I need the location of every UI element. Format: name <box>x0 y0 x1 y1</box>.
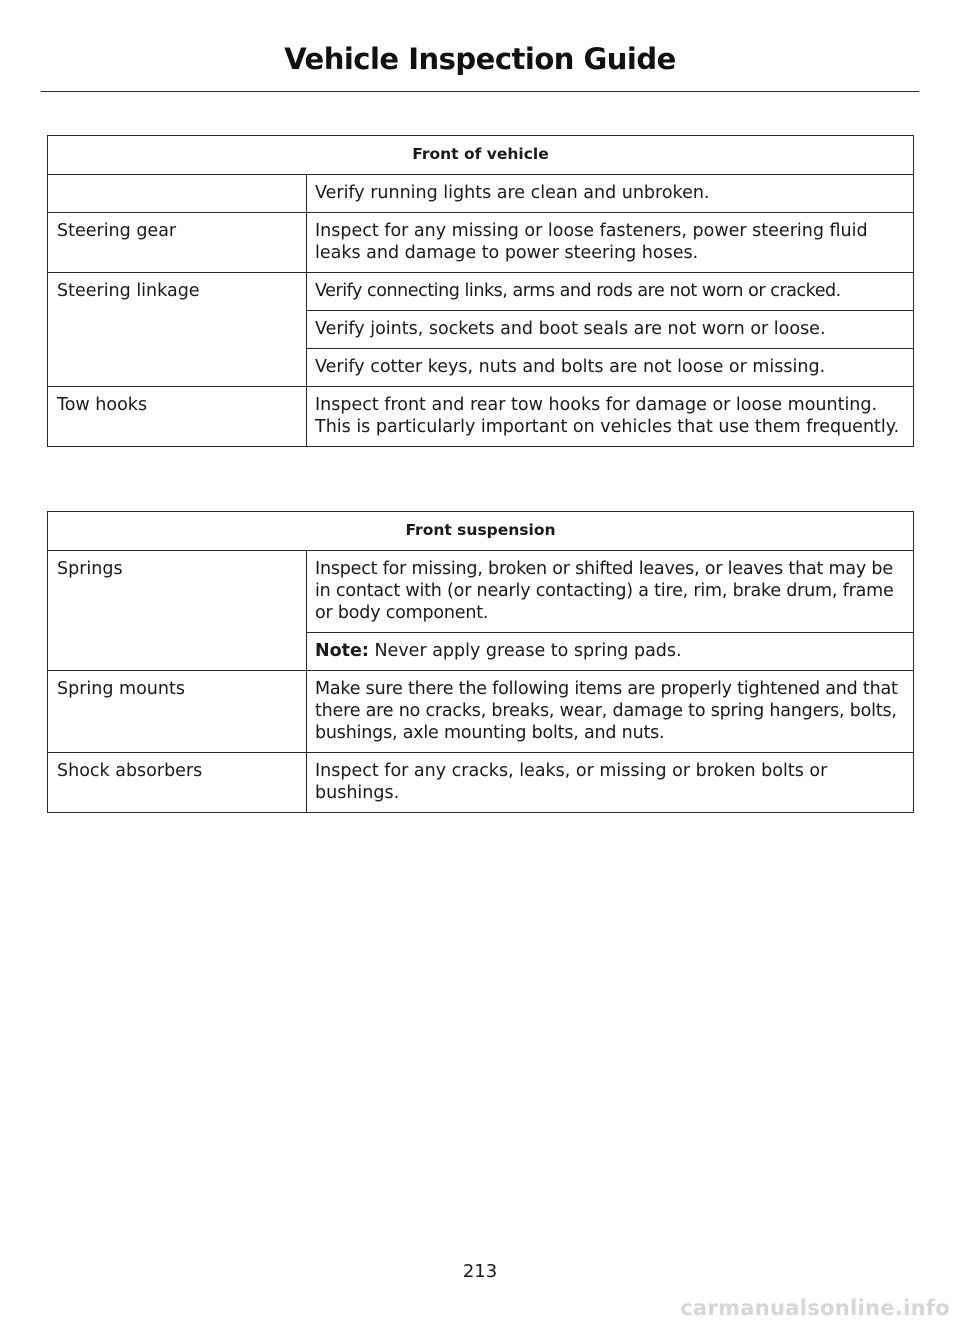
front-suspension-table <box>47 511 914 813</box>
table-row <box>48 175 914 213</box>
detail-cell: Verify running lights are clean and unbroken. <box>307 175 914 213</box>
front-of-vehicle-table <box>47 135 914 447</box>
table-row <box>48 387 914 447</box>
detail-cell: Inspect front and rear tow hooks for damage or loose mounting. This is particularly important on vehicles that use them frequently. <box>307 387 914 447</box>
page-title: Vehicle Inspection Guide <box>284 42 676 76</box>
table-row <box>48 273 914 311</box>
page-number: 213 <box>462 1261 498 1282</box>
note-cell <box>307 633 914 671</box>
note-label: Note: <box>315 641 369 661</box>
detail-cell: Make sure there the following items are properly tightened and that there are no cracks, breaks, wear, damage to spring hangers, bolts, bushings, axle mounting bolts, and nuts. <box>307 671 914 753</box>
table-header-row <box>48 136 914 175</box>
table-heading: Front suspension <box>48 512 914 551</box>
item-cell: Shock absorbers <box>48 753 307 813</box>
item-cell: Springs <box>48 551 307 671</box>
item-cell: Steering linkage <box>48 273 307 387</box>
detail-cell: Inspect for any cracks, leaks, or missing or broken bolts or bushings. <box>307 753 914 813</box>
item-cell <box>48 175 307 213</box>
table-row <box>48 551 914 633</box>
table-heading: Front of vehicle <box>48 136 914 175</box>
table-row <box>48 753 914 813</box>
detail-cell: Verify connecting links, arms and rods are not worn or cracked. <box>307 273 914 311</box>
table-row <box>48 671 914 753</box>
item-cell: Spring mounts <box>48 671 307 753</box>
table-header-row <box>48 512 914 551</box>
detail-cell: Inspect for missing, broken or shifted leaves, or leaves that may be in contact with (or nearly contacting) a tire, rim, brake drum, frame or body component. <box>307 551 914 633</box>
detail-cell: Verify joints, sockets and boot seals are not worn or loose. <box>307 311 914 349</box>
item-cell: Tow hooks <box>48 387 307 447</box>
item-cell: Steering gear <box>48 213 307 273</box>
watermark: carmanualsonline.info <box>680 1296 950 1320</box>
note-text: Never apply grease to spring pads. <box>368 641 682 661</box>
table-row <box>48 213 914 273</box>
detail-cell: Inspect for any missing or loose fasteners, power steering fluid leaks and damage to power steering hoses. <box>307 213 914 273</box>
detail-cell: Verify cotter keys, nuts and bolts are not loose or missing. <box>307 349 914 387</box>
title-divider <box>41 91 919 92</box>
